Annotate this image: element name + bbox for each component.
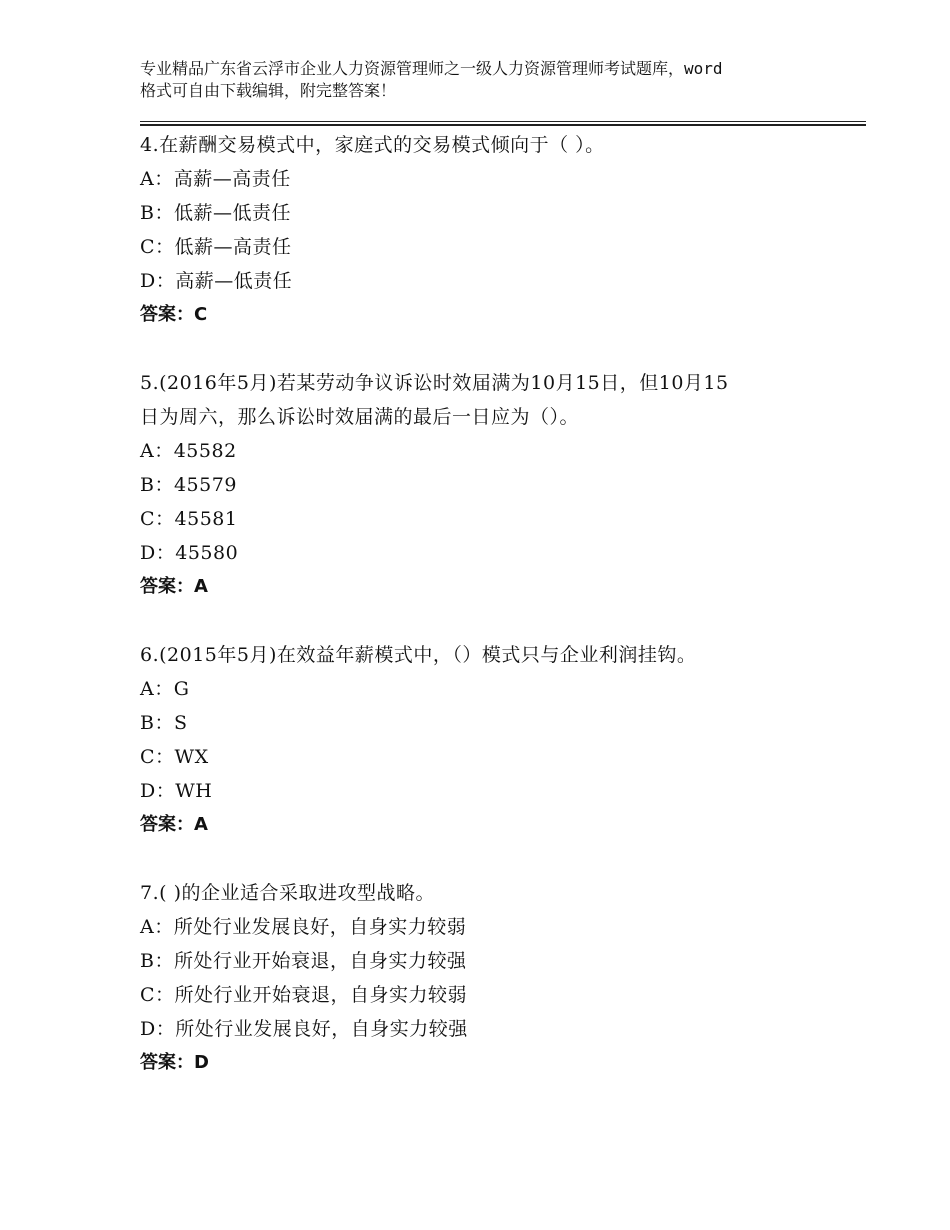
question-7 — [140, 876, 820, 1080]
option-d: D：高薪—低责任 — [140, 270, 293, 292]
option-a: A：所处行业发展良好，自身实力较弱 — [140, 916, 467, 938]
header-line-1: 专业精品广东省云浮市企业人力资源管理师之一级人力资源管理师考试题库，word — [140, 59, 723, 78]
option-a: A：45582 — [140, 440, 237, 462]
answer-label: 答案：A — [140, 576, 208, 597]
answer-label: 答案：A — [140, 814, 208, 835]
option-b: B：低薪—低责任 — [140, 202, 291, 224]
question-stem: 7.( )的企业适合采取进攻型战略。 — [140, 882, 435, 904]
option-c: C：45581 — [140, 508, 238, 530]
header-divider-thin — [140, 121, 866, 122]
option-b: B：45579 — [140, 474, 237, 496]
option-b: B：所处行业开始衰退，自身实力较强 — [140, 950, 467, 972]
question-stem-continued: 日为周六，那么诉讼时效届满的最后一日应为（）。 — [140, 406, 580, 428]
question-list — [140, 128, 820, 1114]
header-divider-thick — [140, 124, 866, 126]
option-c: C：WX — [140, 746, 209, 768]
option-a: A：G — [140, 678, 190, 700]
option-b: B：S — [140, 712, 188, 734]
option-d: D：45580 — [140, 542, 239, 564]
answer-label: 答案：D — [140, 1052, 209, 1073]
option-c: C：低薪—高责任 — [140, 236, 292, 258]
document-header — [140, 58, 830, 102]
question-6 — [140, 638, 820, 842]
option-d: D：所处行业发展良好，自身实力较强 — [140, 1018, 468, 1040]
option-c: C：所处行业开始衰退，自身实力较弱 — [140, 984, 468, 1006]
question-stem: 6.(2015年5月)在效益年薪模式中，（）模式只与企业利润挂钩。 — [140, 644, 697, 666]
option-a: A：高薪—高责任 — [140, 168, 291, 190]
option-d: D：WH — [140, 780, 213, 802]
question-4 — [140, 128, 820, 332]
question-stem: 5.(2016年5月)若某劳动争议诉讼时效届满为10月15日，但10月15 — [140, 372, 729, 394]
answer-label: 答案：C — [140, 304, 208, 325]
question-5 — [140, 366, 820, 604]
question-stem: 4.在薪酬交易模式中，家庭式的交易模式倾向于（ ）。 — [140, 134, 605, 156]
header-line-2: 格式可自由下载编辑，附完整答案！ — [140, 81, 397, 100]
